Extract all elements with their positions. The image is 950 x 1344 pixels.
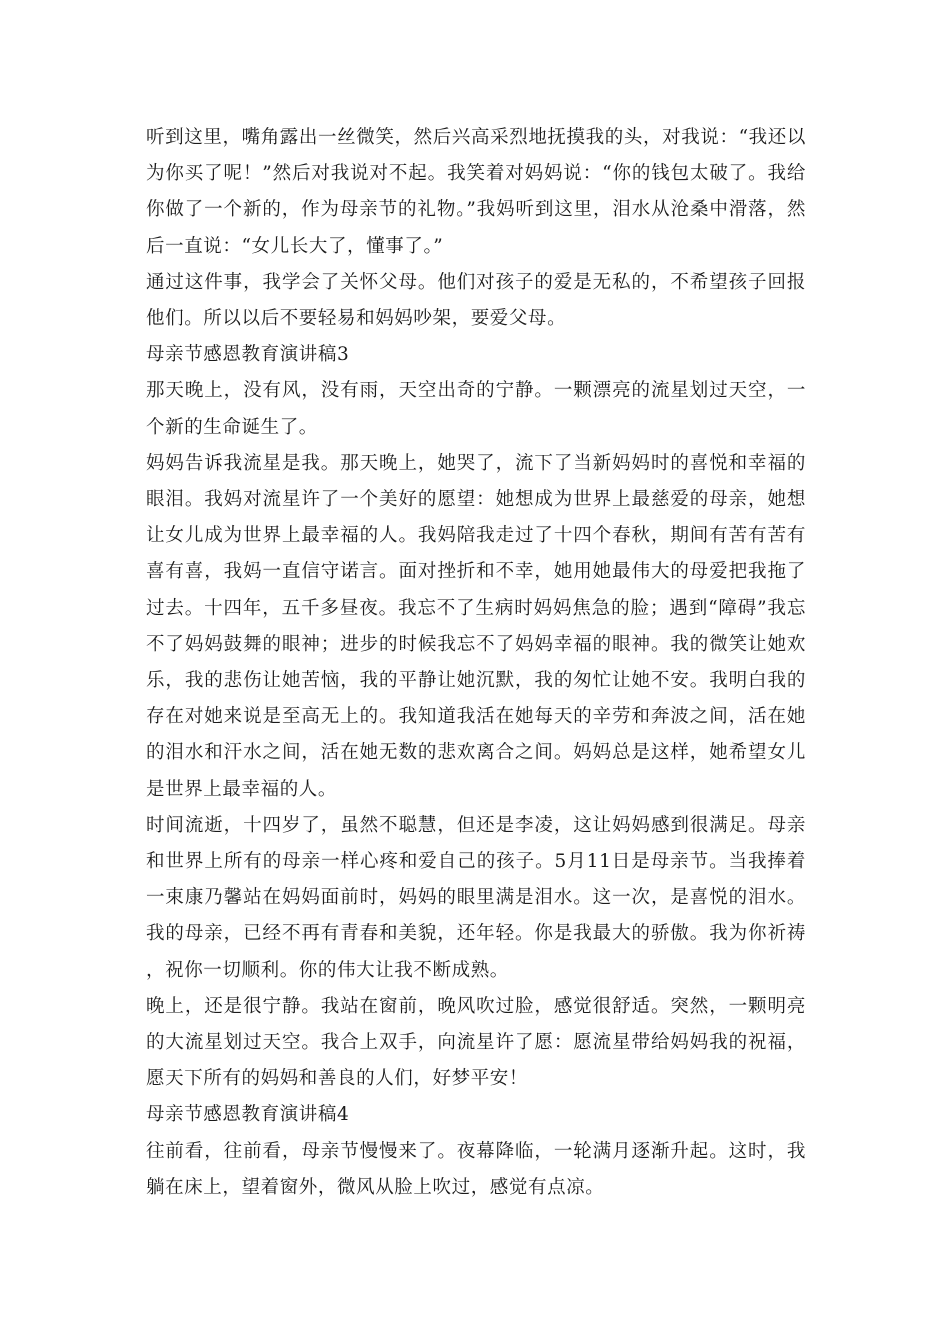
paragraph: 听到这里，嘴角露出一丝微笑，然后兴高采烈地抚摸我的头，对我说：“我还以为你买了呢！”然后对我说对不起。我笑着对妈妈说：“你的钱包太破了。我给你做了一个新的，作为母亲节的礼物。”我妈听到这里，泪水从沧桑中滑落，然后一直说：“女儿长大了，懂事了。” xyxy=(146,127,806,257)
document-body xyxy=(146,120,806,1206)
section-heading: 母亲节感恩教育演讲稿4 xyxy=(146,1104,350,1126)
paragraph: 通过这件事，我学会了关怀父母。他们对孩子的爱是无私的，不希望孩子回报他们。所以以后不要轻易和妈妈吵架，要爱父母。 xyxy=(146,271,806,330)
paragraph: 妈妈告诉我流星是我。那天晚上，她哭了，流下了当新妈妈时的喜悦和幸福的眼泪。我妈对流星许了一个美好的愿望：她想成为世界上最慈爱的母亲，她想让女儿成为世界上最幸福的人。我妈陪我走过了十四个春秋，期间有苦有苦有喜有喜，我妈一直信守诺言。面对挫折和不幸，她用她最伟大的母爱把我拖了过去。十四年，五千多昼夜。我忘不了生病时妈妈焦急的脸；遇到“障碍”我忘不了妈妈鼓舞的眼神；进步的时候我忘不了妈妈幸福的眼神。我的微笑让她欢乐，我的悲伤让她苦恼，我的平静让她沉默，我的匆忙让她不安。我明白我的存在对她来说是至高无上的。我知道我活在她每天的辛劳和奔波之间，活在她的泪水和汗水之间，活在她无数的悲欢离合之间。妈妈总是这样，她希望女儿是世界上最幸福的人。 xyxy=(146,452,806,800)
paragraph: 晚上，还是很宁静。我站在窗前，晚风吹过脸，感觉很舒适。突然，一颗明亮的大流星划过天空。我合上双手，向流星许了愿：愿流星带给妈妈我的祝福，愿天下所有的妈妈和善良的人们，好梦平安！ xyxy=(146,995,806,1090)
paragraph: 时间流逝，十四岁了，虽然不聪慧，但还是李凌，这让妈妈感到很满足。母亲和世界上所有的母亲一样心疼和爱自己的孩子。5月11日是母亲节。当我捧着一束康乃馨站在妈妈面前时，妈妈的眼里满是泪水。这一次，是喜悦的泪水。我的母亲，已经不再有青春和美貌，还年轻。你是我最大的骄傲。我为你祈祷，祝你一切顺利。你的伟大让我不断成熟。 xyxy=(146,814,806,981)
section-heading: 母亲节感恩教育演讲稿3 xyxy=(146,344,350,366)
paragraph: 那天晚上，没有风，没有雨，天空出奇的宁静。一颗漂亮的流星划过天空，一个新的生命诞生了。 xyxy=(146,380,806,438)
paragraph: 往前看，往前看，母亲节慢慢来了。夜幕降临，一轮满月逐渐升起。这时，我躺在床上，望着窗外，微风从脸上吹过，感觉有点凉。 xyxy=(146,1140,806,1198)
